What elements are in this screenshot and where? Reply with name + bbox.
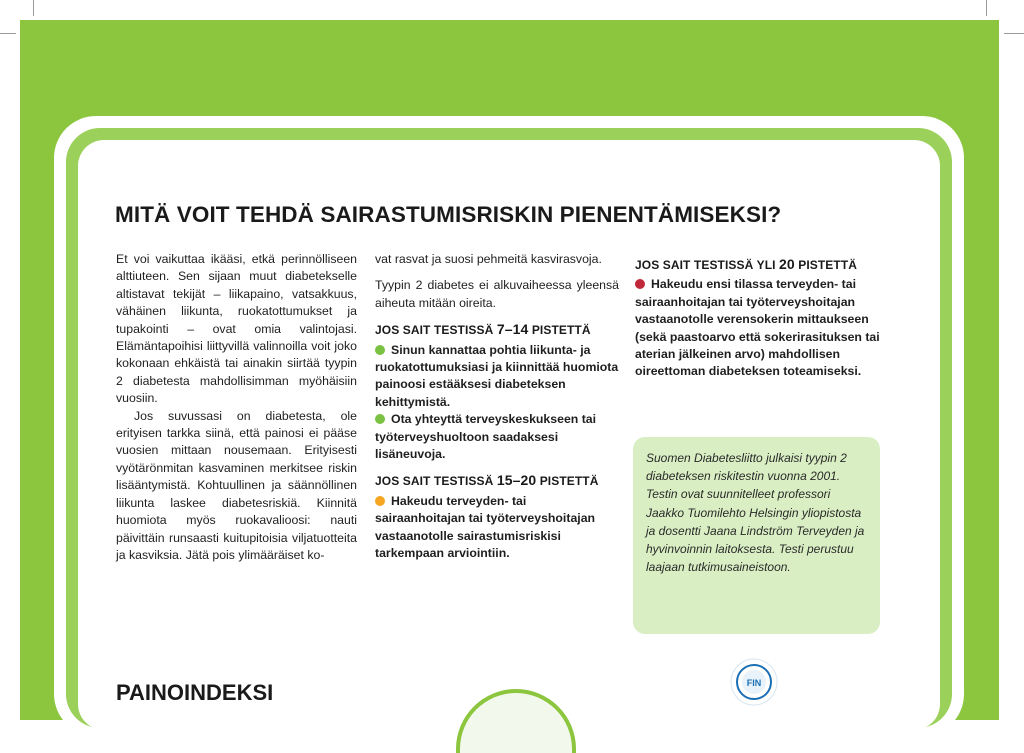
subhead-over-20: JOS SAIT TESTISSÄ YLI 20 PISTETTÄ <box>635 256 858 272</box>
green-bullet-icon <box>375 414 385 424</box>
page-title: MITÄ VOIT TEHDÄ SAIRASTUMISRISKIN PIENENTÄMISEKSI? <box>115 202 782 227</box>
list-item: Ota yhteyttä terveyskeskukseen tai työterveyshuoltoon saadaksesi lisäneuvoja. <box>375 412 597 462</box>
crop-mark-right-h <box>1004 33 1024 34</box>
intro-paragraph: Et voi vaikuttaa ikääsi, etkä perinnölliseen alttiuteen. Sen sijaan muut diabetekselle altistavat tekijät – liikapaino, vatsakkuus, vähäinen liikunta, ruokatottumukset ja tupakointi – ovat omia valintojasi. Elämäntapoihisi liittyvillä valinnoilla voit joko kokonaan ehkäistä tai ainakin siirtää tyypin 2 diabetesta mahdollisimman myöhäisiin vuosiin. <box>116 252 357 406</box>
subhead-7-14: JOS SAIT TESTISSÄ 7–14 PISTETTÄ <box>375 321 591 338</box>
green-bullet-icon <box>375 345 385 355</box>
logo-text: FIN <box>746 678 762 688</box>
info-note-text: Suomen Diabetesliitto julkaisi tyypin 2 diabeteksen riskitestin vuonna 2001. Testin ovat suunnitelleet professori Jaakko Tuomilehto Helsingin yliopistosta ja dosentti Jaana Lindström Terveyden ja hyvinvoinnin laitoksesta. Testi perustuu laajaan tutkimusaineistoon. <box>646 451 865 575</box>
subhead-15-20: JOS SAIT TESTISSÄ 15–20 PISTETTÄ <box>375 472 599 489</box>
fats-paragraph: vat rasvat ja suosi pehmeitä kasvirasvoja. <box>375 252 602 266</box>
column-1 <box>116 251 357 564</box>
section-title-painoindeksi: PAINOINDEKSI <box>116 680 274 705</box>
column-2 <box>375 251 619 563</box>
diabetes-association-logo-icon <box>729 657 779 707</box>
symptoms-paragraph: Tyypin 2 diabetes ei alkuvaiheessa yleensä aiheuta mitään oireita. <box>375 278 619 310</box>
list-item: Hakeudu terveyden- tai sairaanhoitajan tai työterveyshoitajan vastaanotolle sairastumisriskisi tarkempaan arviointiin. <box>375 493 596 561</box>
crop-mark-left-h <box>0 33 16 34</box>
column-3 <box>635 256 880 381</box>
crop-mark-left <box>33 0 34 16</box>
family-history-paragraph: Jos suvussasi on diabetesta, ole erityisen tarkka siinä, että painosi ei pääse vuosien mittaan nousemaan. Erityisesti vyötärönmitan kasvaminen merkitsee riskin lisääntymistä. Kohtuullinen ja säännöllinen liikunta laskee diabetesriskiä. Kiinnitä huomiota myös ruokavalioosi: nauti päivittäin runsaasti kuitupitoisia viljatuotteita ja kasviksia. Jätä pois ylimääräiset ko- <box>116 408 357 562</box>
orange-bullet-icon <box>375 496 385 506</box>
list-item: Sinun kannattaa pohtia liikunta- ja ruokatottumuksiasi ja kiinnittää huomiota painoosi estääksesi diabeteksen kehittymistä. <box>375 342 619 409</box>
list-item: Hakeudu ensi tilassa terveyden- tai sairaanhoitajan tai työterveyshoitajan vastaanotolle verensokerin mittaukseen (sekä paastoarvo että sokerirasituksen tai aterian jälkeinen arvo) mahdollisen oireettoman diabeteksen toteamiseksi. <box>635 277 880 379</box>
red-bullet-icon <box>635 279 645 289</box>
crop-mark-right <box>986 0 987 16</box>
